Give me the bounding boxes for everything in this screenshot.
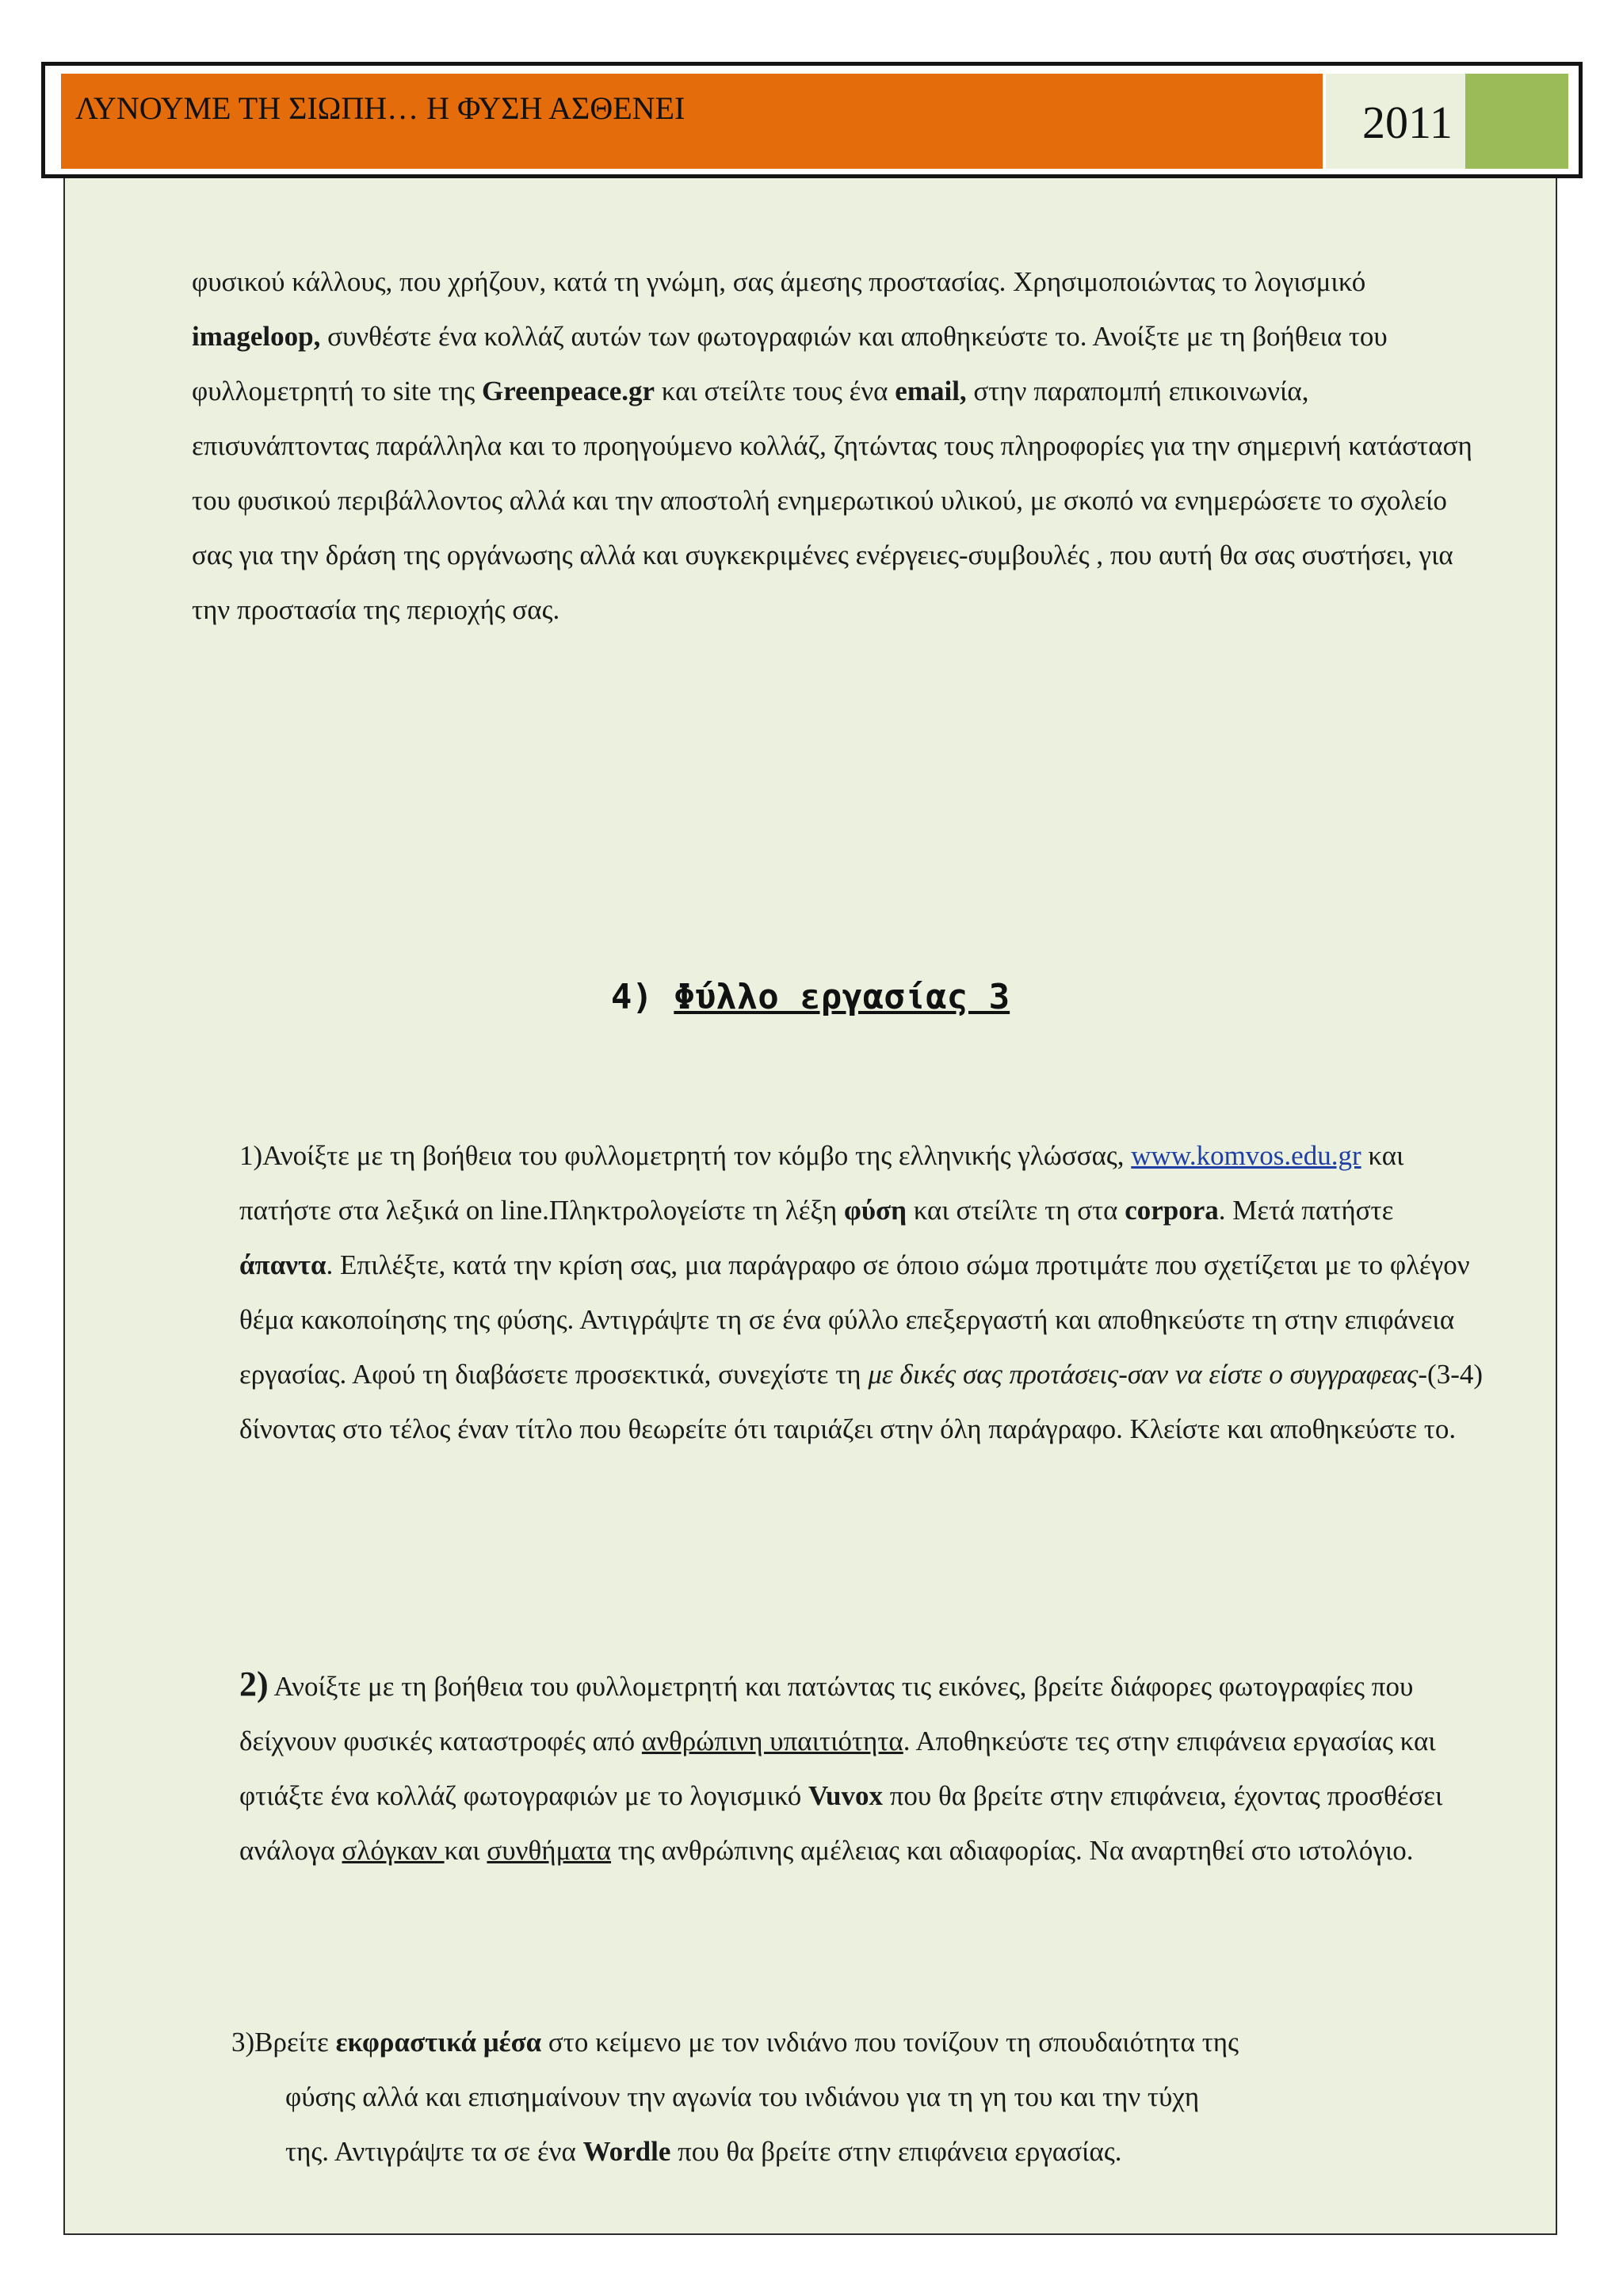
page-header xyxy=(41,62,1583,178)
bold-corpora: corpora xyxy=(1125,1195,1219,1226)
text: και στείλτε τη στα xyxy=(906,1195,1125,1226)
task-3 xyxy=(231,2015,1499,2179)
task-3-line-2: φύσης αλλά και επισημαίνουν την αγωνία του ινδιάνου για τη γη του και την τύχη xyxy=(285,2081,1200,2112)
text: και στείλτε τους ένα xyxy=(655,376,896,406)
page-body xyxy=(63,178,1557,2235)
text: της ανθρώπινης αμέλειας και αδιαφορίας. Να αναρτηθεί στο ιστολόγιο. xyxy=(611,1835,1414,1866)
text: 1)Ανοίξτε με τη βοήθεια του φυλλομετρητή τον κόμβο της ελληνικής γλώσσας, xyxy=(239,1140,1132,1171)
text: φυσικού κάλλους, που χρήζουν, κατά τη γνώμη, σας άμεσης προστασίας. Χρησιμοποιώντας το λογισμικό xyxy=(192,266,1366,297)
underlined-human-responsibility: ανθρώπινη υπαιτιότητα xyxy=(641,1726,903,1756)
task-2 xyxy=(239,1657,1491,1878)
header-year: 2011 xyxy=(1362,97,1453,148)
paragraph-intro xyxy=(192,254,1491,637)
bold-email: email, xyxy=(895,376,967,406)
underlined-slogans: σλόγκαν xyxy=(342,1835,445,1866)
text: 3)Βρείτε xyxy=(231,2027,336,2058)
text: . Επιλέξτε, κατά την κρίση σας, μια παράγραφο σε όποιο σώμα προτιμάτε που σχετίζεται με το φλέγον θέμα κακοποίησης της φύσης. Αντιγράψτε τη σε ένα φύλλο επεξεργαστή και αποθηκεύστε τη στην επιφάνεια εργασίας. Αφού τη διαβάσετε προσεκτικά, συνεχίστε τη xyxy=(239,1249,1470,1390)
header-year-bar xyxy=(1326,74,1568,169)
header-year-box xyxy=(1326,74,1465,169)
text: και xyxy=(444,1835,487,1866)
section-heading xyxy=(65,977,1556,1017)
task-3-line-1 xyxy=(231,2015,1499,2069)
text: που θα βρείτε στην επιφάνεια, έχοντας προσθέσει ανάλογα xyxy=(239,1780,1443,1866)
text: στην παραπομπή επικοινωνία, επισυνάπτοντας παράλληλα και το προηγούμενο κολλάζ, ζητώντας τους πληροφορίες για την σημερινή κατάσταση του φυσικού περιβάλλοντος αλλά και την αποστολή ενημερωτικού υλικού, με σκοπό να ενημερώσετε το σχολείο σας για την δράση της οργάνωσης αλλά και συγκεκριμένες ενέργειες-συμβουλές , που αυτή θα σας συστήσει, για την προστασία της περιοχής σας. xyxy=(192,376,1472,625)
text: . Μετά πατήστε xyxy=(1218,1195,1394,1226)
text: Ανοίξτε με τη βοήθεια του φυλλομετρητή και πατώντας τις εικόνες, βρείτε διάφορες φωτογραφίες που δείχνουν φυσικές καταστροφές από xyxy=(239,1671,1414,1756)
bold-wordle: Wordle xyxy=(582,2136,671,2167)
komvos-link[interactable]: www.komvos.edu.gr xyxy=(1131,1140,1361,1171)
text: . Αποθηκεύστε τες στην επιφάνεια εργασίας και φτιάξτε ένα κολλάζ φωτογραφιών με το λογισμικό xyxy=(239,1726,1436,1811)
text: -(3-4) δίνοντας στο τέλος έναν τίτλο που θεωρείτε ότι ταιριάζει στην όλη παράγραφο. Κλείστε και αποθηκεύστε το. xyxy=(239,1359,1484,1444)
bold-expressive-means: εκφραστικά μέσα xyxy=(335,2027,542,2058)
bold-fysi: φύση xyxy=(844,1195,907,1226)
heading-number: 4) xyxy=(610,977,653,1017)
bold-vuvox: Vuvox xyxy=(808,1780,884,1811)
task-3-line-3 xyxy=(231,2124,1499,2179)
text: που θα βρείτε στην επιφάνεια εργασίας. xyxy=(670,2136,1122,2167)
task-1 xyxy=(239,1128,1491,1456)
bold-apanta: άπαντα xyxy=(239,1249,327,1280)
text: στο κείμενο με τον ινδιάνο που τονίζουν τη σπουδαιότητα της xyxy=(541,2027,1239,2058)
italic-suggestion: με δικές σας προτάσεις-σαν να είστε ο συγγραφεας xyxy=(868,1359,1419,1390)
text: και πατήστε στα λεξικά on line.Πληκτρολογείστε τη λέξη xyxy=(239,1140,1404,1226)
header-title: ΛΥΝΟΥΜΕ ΤΗ ΣΙΩΠΗ… Η ΦΥΣΗ ΑΣΘΕΝΕΙ xyxy=(75,90,685,126)
bold-greenpeace: Greenpeace.gr xyxy=(482,376,655,406)
text: συνθέστε ένα κολλάζ αυτών των φωτογραφιών και αποθηκεύστε το. Ανοίξτε με τη βοήθεια του φυλλομετρητή το site της xyxy=(192,321,1388,406)
heading-text: Φύλλο εργασίας 3 xyxy=(674,977,1010,1017)
task-2-number: 2) xyxy=(239,1665,269,1703)
bold-imageloop: imageloop, xyxy=(192,321,321,352)
text: της. Αντιγράψτε τα σε ένα xyxy=(285,2136,583,2167)
header-title-bar xyxy=(61,74,1326,169)
underlined-mottos: συνθήματα xyxy=(487,1835,612,1866)
